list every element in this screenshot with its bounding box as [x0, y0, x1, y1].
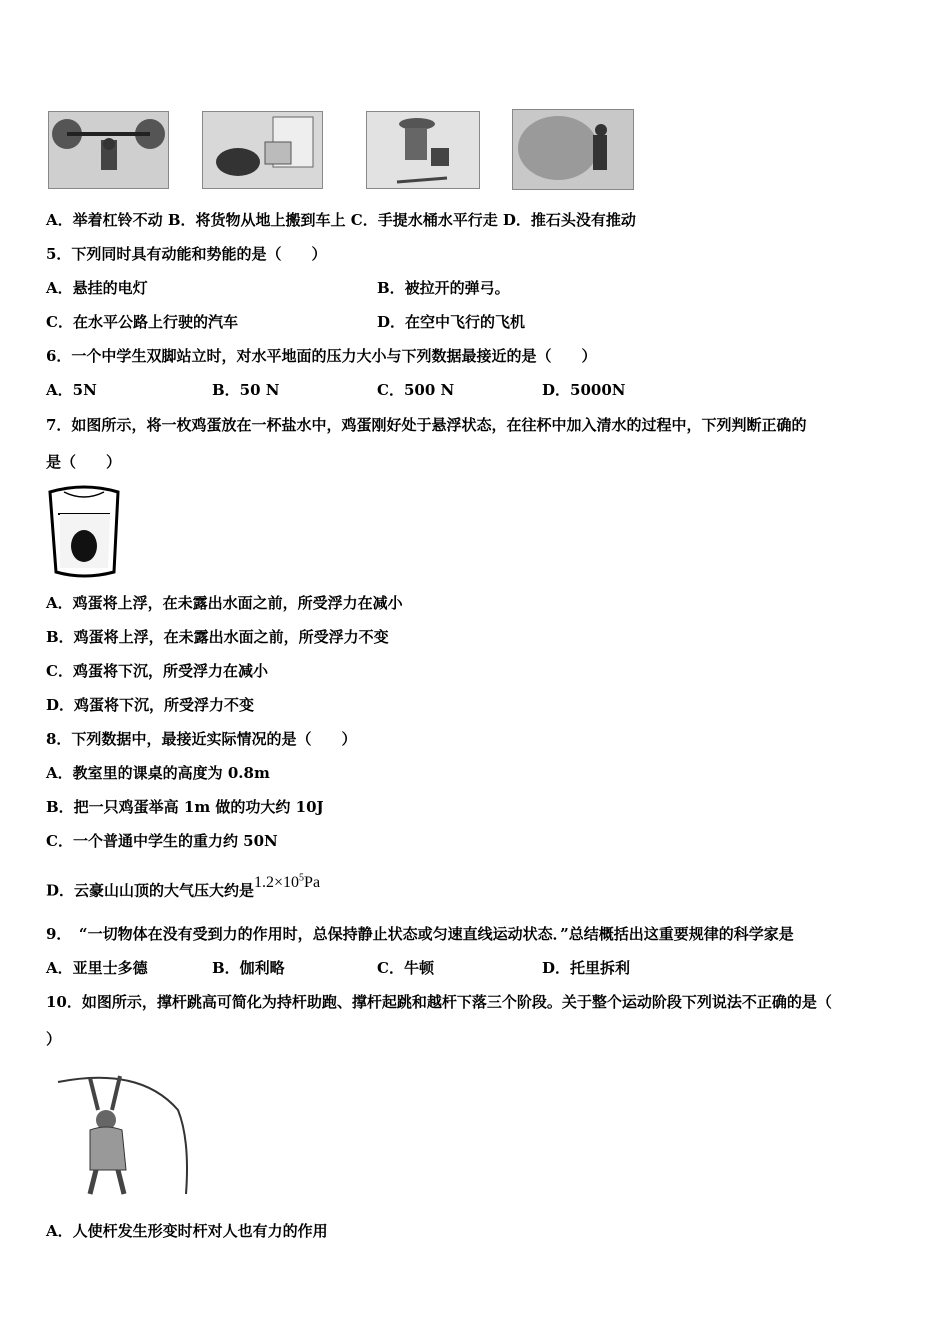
q5-option-c[interactable]: C．在水平公路上行驶的汽车 [46, 313, 238, 331]
q7-option-a[interactable]: A．鸡蛋将上浮，在未露出水面之前，所受浮力在减小 [46, 594, 403, 612]
q9-option-a[interactable]: A．亚里士多德 [46, 959, 148, 977]
q8-stem: 8．下列数据中，最接近实际情况的是（ ） [46, 730, 357, 748]
q6-option-d[interactable]: D．5000N [542, 381, 626, 399]
q5-stem: 5．下列同时具有动能和势能的是（ ） [46, 245, 327, 263]
q8-option-d-text: D．云豪山山顶的大气压大约是 [46, 881, 255, 900]
weightlifter-image [48, 111, 169, 189]
q6-option-a[interactable]: A．5N [46, 381, 97, 399]
q6-option-b[interactable]: B．50 N [212, 381, 280, 399]
q8-option-d[interactable] [46, 873, 321, 901]
q9-option-d[interactable]: D．托里拆利 [542, 959, 631, 977]
q9-option-b[interactable]: B．伽利略 [212, 959, 285, 977]
q5-option-d[interactable]: D．在空中飞行的飞机 [377, 313, 526, 331]
q7-option-b[interactable]: B．鸡蛋将上浮，在未露出水面之前，所受浮力不变 [46, 628, 389, 646]
q8-option-b[interactable]: B．把一只鸡蛋举高 1m 做的功大约 10J [46, 798, 324, 816]
q10-option-a[interactable]: A．人使杆发生形变时杆对人也有力的作用 [46, 1222, 328, 1240]
q8-option-c[interactable]: C．一个普通中学生的重力约 50N [46, 832, 278, 850]
pressure-formula: $1.2\times 10^5Pa$ [254, 873, 321, 892]
q8-option-a[interactable]: A．教室里的课桌的高度为 0.8m [46, 764, 270, 782]
q7-stem-line2: 是（ ） [46, 453, 122, 471]
q4-options: A．举着杠铃不动 B．将货物从地上搬到车上 C．手提水桶水平行走 D．推石头没有推动 [46, 211, 636, 229]
q7-option-c[interactable]: C．鸡蛋将下沉，所受浮力在减小 [46, 662, 268, 680]
q10-stem-line2: ） [46, 1030, 62, 1048]
q9-option-c[interactable]: C．牛顿 [377, 959, 434, 977]
pole-vault-figure [50, 1070, 192, 1198]
q7-stem-line1: 7．如图所示，将一枚鸡蛋放在一杯盐水中，鸡蛋刚好处于悬浮状态，在往杯中加入清水的过程中，下列判断正确的 [46, 416, 807, 434]
lifting-goods-image [202, 111, 323, 189]
beaker-egg-figure [44, 484, 124, 580]
q7-option-d[interactable]: D．鸡蛋将下沉，所受浮力不变 [46, 696, 255, 714]
pushing-stone-image [512, 109, 634, 190]
q10-stem-line1: 10．如图所示，撑杆跳高可简化为持杆助跑、撑杆起跳和越杆下落三个阶段。关于整个运动阶段下列说法不正确的是（ [46, 993, 832, 1011]
q6-stem: 6．一个中学生双脚站立时，对水平地面的压力大小与下列数据最接近的是（ ） [46, 347, 597, 365]
q5-option-a[interactable]: A．悬挂的电灯 [46, 279, 148, 297]
q5-option-b[interactable]: B．被拉开的弹弓。 [377, 279, 510, 297]
carrying-bucket-image [366, 111, 480, 189]
q9-stem: 9． “一切物体在没有受到力的作用时，总保持静止状态或匀速直线运动状态．”总结概括出这重要规律的科学家是 [46, 925, 794, 943]
q6-option-c[interactable]: C．500 N [377, 381, 455, 399]
